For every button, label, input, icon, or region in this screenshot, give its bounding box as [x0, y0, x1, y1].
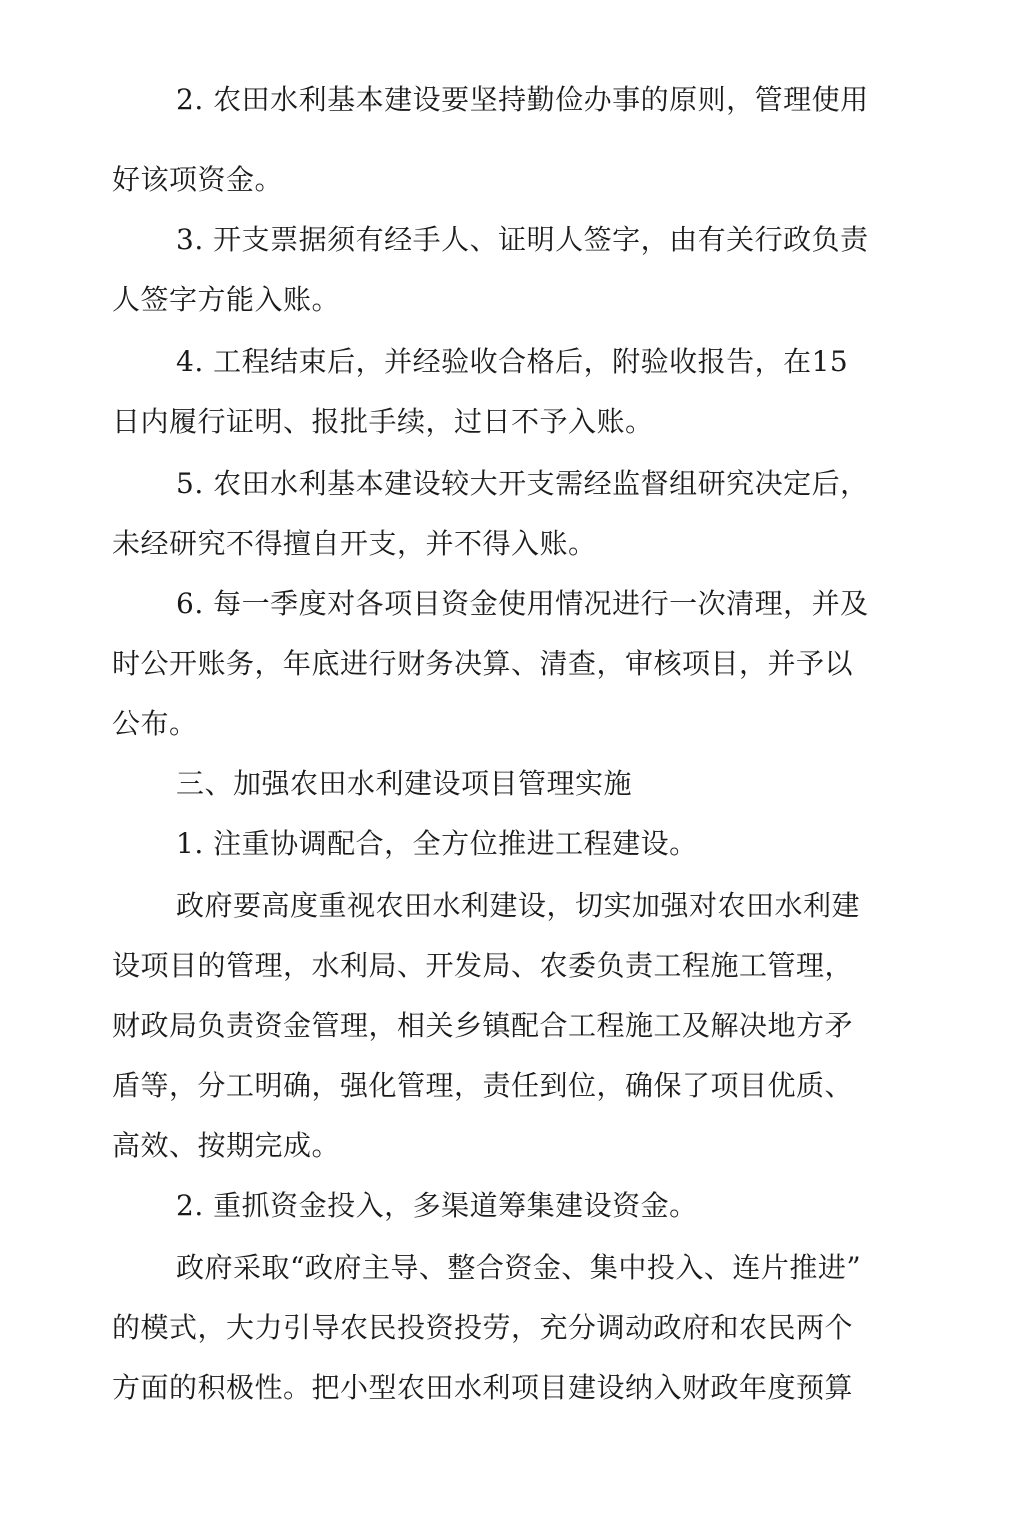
paragraph-line: 设项目的管理，水利局、开发局、农委负责工程施工管理， [112, 949, 854, 982]
paragraph-line: 的模式，大力引导农民投资投劳，充分调动政府和农民两个 [112, 1311, 854, 1344]
paragraph-line: 6. 每一季度对各项目资金使用情况进行一次清理，并及 [176, 587, 869, 620]
paragraph-line: 政府要高度重视农田水利建设，切实加强对农田水利建 [176, 889, 861, 922]
subsection-heading: 1. 注重协调配合，全方位推进工程建设。 [176, 827, 698, 860]
section-heading: 三、加强农田水利建设项目管理实施 [176, 767, 633, 800]
paragraph-line: 4. 工程结束后，并经验收合格后，附验收报告，在15 [176, 345, 849, 378]
paragraph-line: 方面的积极性。把小型农田水利项目建设纳入财政年度预算 [112, 1371, 854, 1404]
paragraph-line: 盾等，分工明确，强化管理，责任到位，确保了项目优质、 [112, 1069, 854, 1102]
paragraph-line: 3. 开支票据须有经手人、证明人签字，由有关行政负责 [176, 223, 869, 256]
paragraph-line: 2. 农田水利基本建设要坚持勤俭办事的原则，管理使用 [176, 83, 869, 116]
paragraph-line: 时公开账务，年底进行财务决算、清查，审核项目，并予以 [112, 647, 854, 680]
subsection-heading: 2. 重抓资金投入，多渠道筹集建设资金。 [176, 1189, 698, 1222]
paragraph-line: 高效、按期完成。 [112, 1129, 341, 1162]
paragraph-line: 公布。 [112, 707, 198, 740]
paragraph-line: 人签字方能入账。 [112, 283, 341, 316]
paragraph-line: 政府采取“政府主导、整合资金、集中投入、连片推进” [176, 1251, 862, 1284]
paragraph-line: 财政局负责资金管理，相关乡镇配合工程施工及解决地方矛 [112, 1009, 854, 1042]
paragraph-line: 日内履行证明、报批手续，过日不予入账。 [112, 405, 654, 438]
paragraph-line: 5. 农田水利基本建设较大开支需经监督组研究决定后， [176, 467, 869, 500]
paragraph-line: 好该项资金。 [112, 163, 284, 196]
paragraph-line: 未经研究不得擅自开支，并不得入账。 [112, 527, 597, 560]
